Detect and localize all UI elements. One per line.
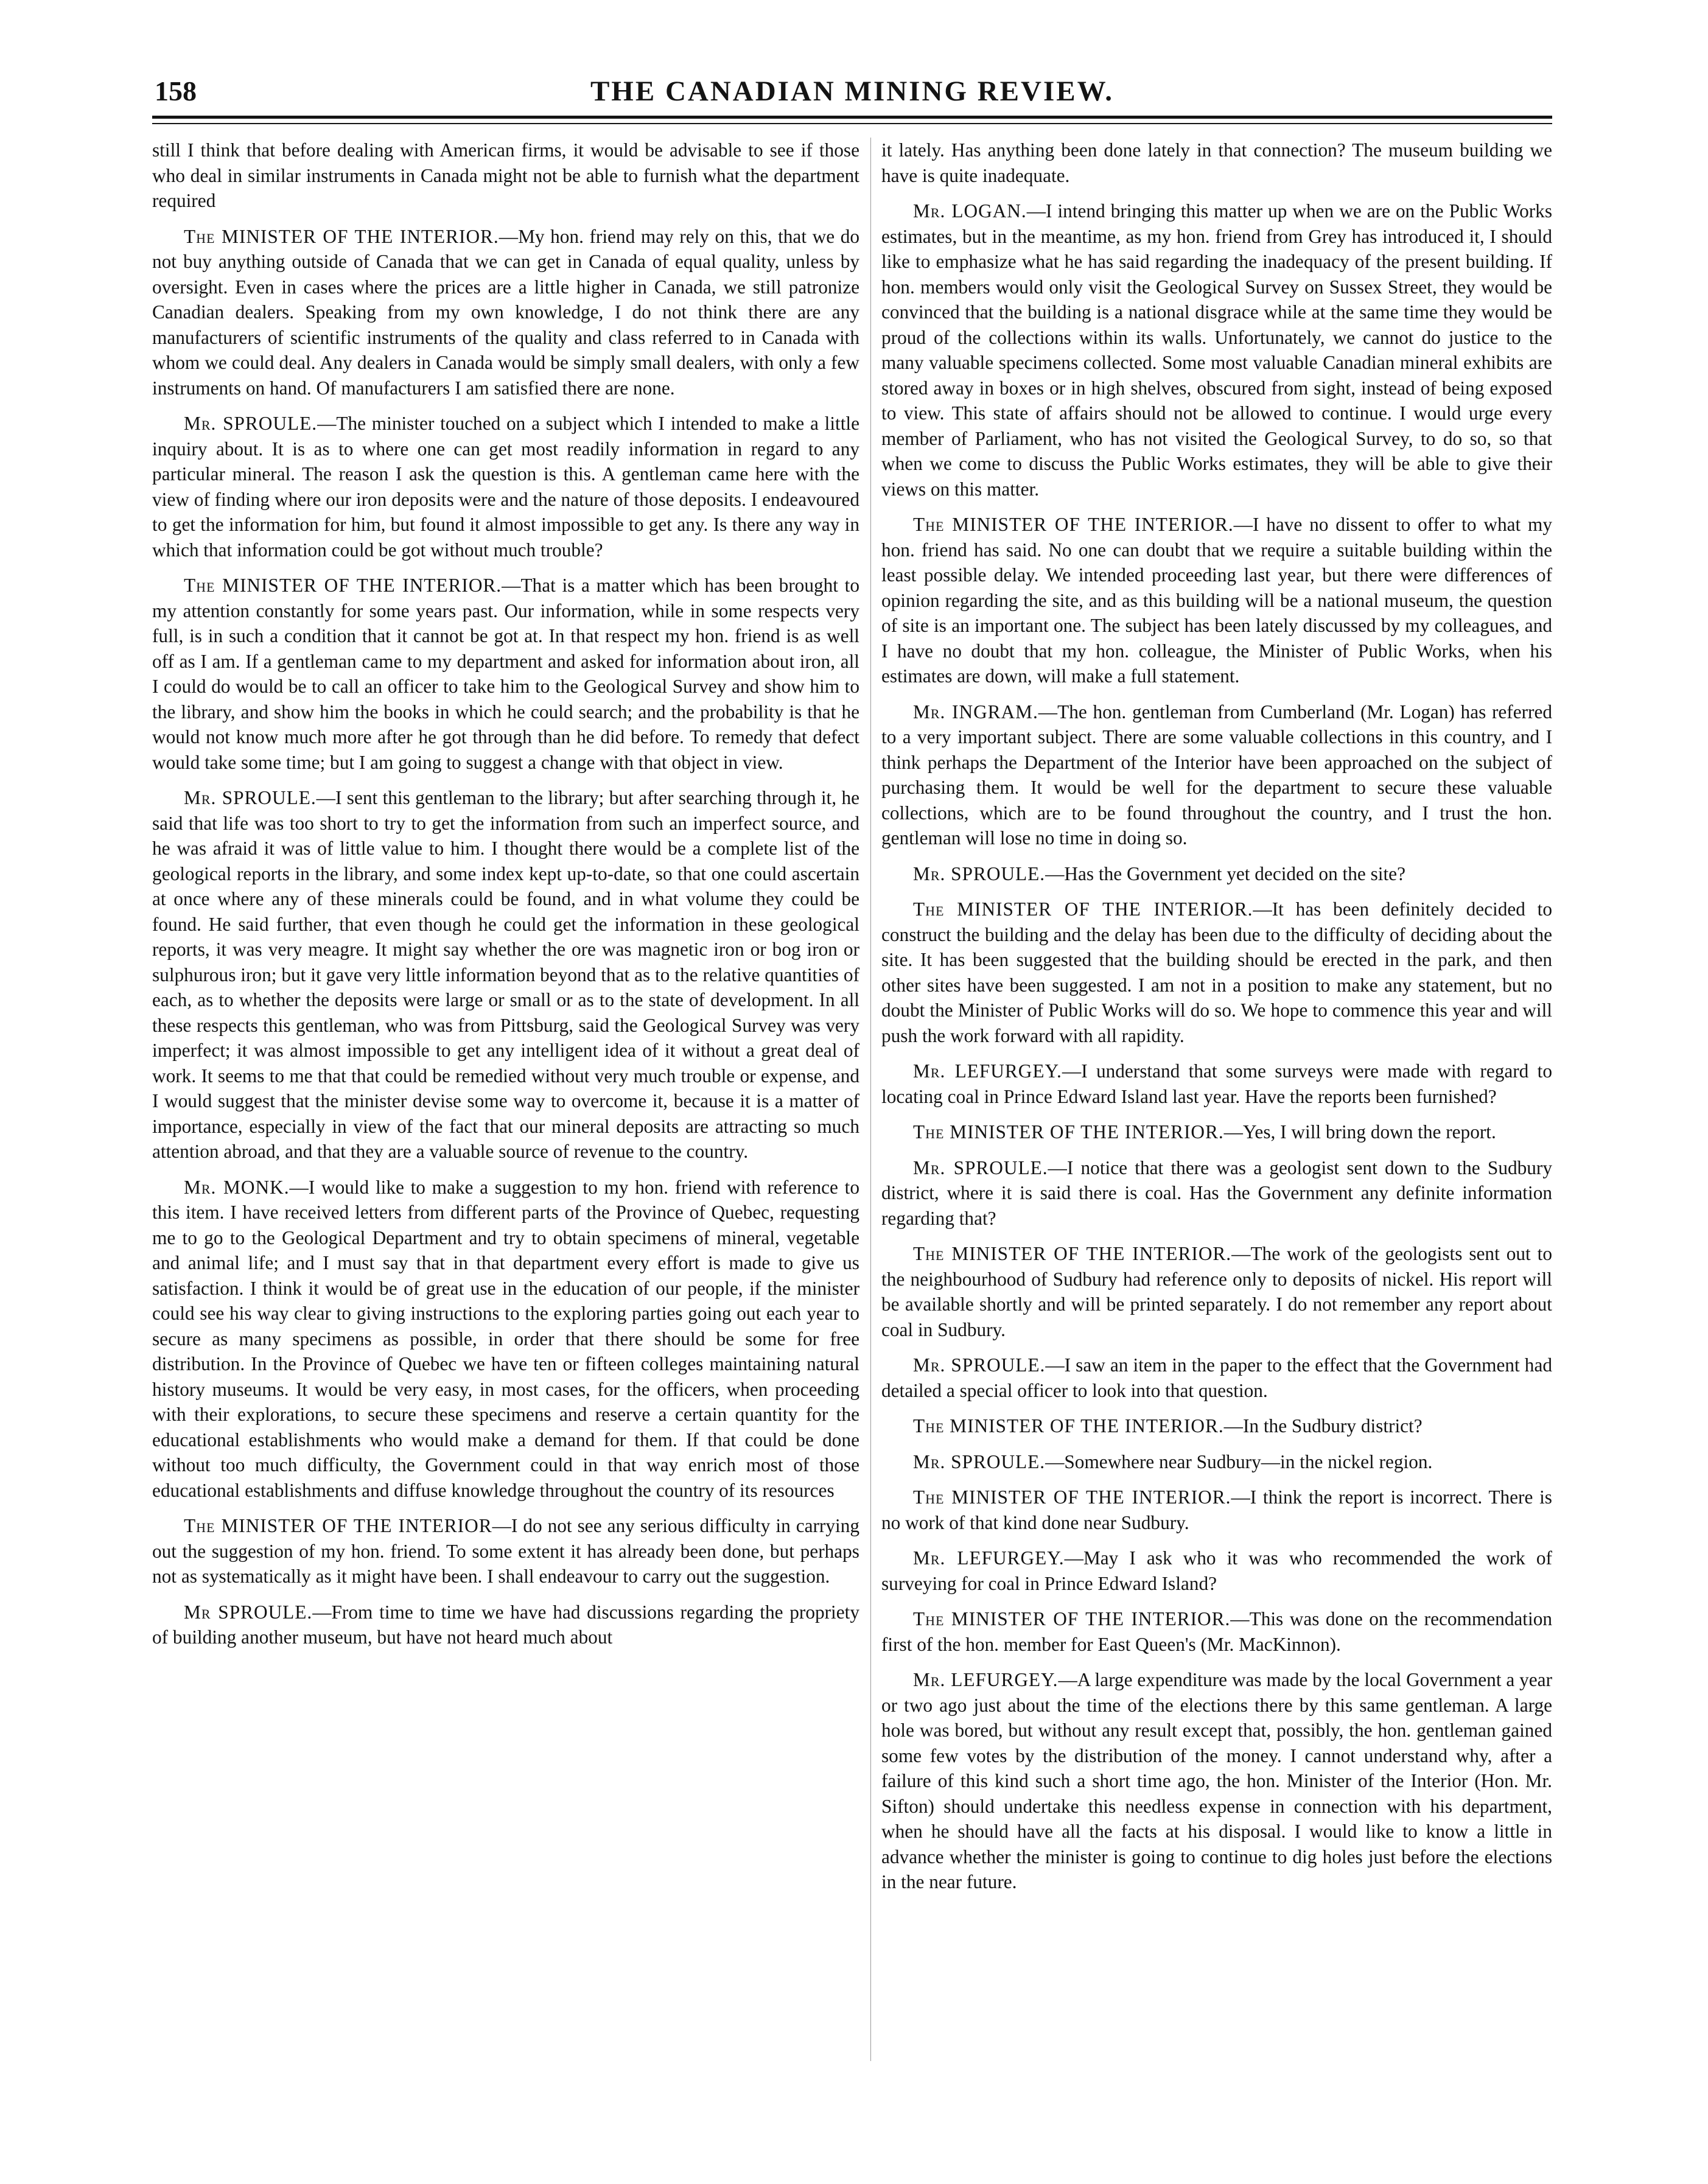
paragraph	[881, 1667, 1552, 1895]
speaker-name: Mr. SPROULE.	[913, 1451, 1046, 1472]
paragraph	[881, 1353, 1552, 1403]
paragraph	[152, 1600, 859, 1650]
speech-text: —The work of the geologists sent out to the neighbourhood of Sudbury had reference only to deposits of nickel. His report will be available shortly and will be printed separately. I do not remember any report about coal in Sudbury.	[881, 1243, 1552, 1340]
speaker-name: Mr. LOGAN.	[913, 200, 1027, 222]
paragraph	[881, 512, 1552, 689]
speech-text: —Somewhere near Sudbury—in the nickel region.	[1045, 1451, 1433, 1472]
speaker-name: The MINISTER OF THE INTERIOR.	[913, 1486, 1231, 1508]
speech-text: —I do not see any serious difficulty in carrying out the suggestion of my hon. friend. To some extent it has already been done, but perhaps not as systematically as it might have been. I shall endeavour to carry out the suggestion.	[152, 1515, 859, 1587]
speaker-name: The MINISTER OF THE INTERIOR.	[913, 1608, 1231, 1629]
speech-text: —I sent this gentleman to the library; but after searching through it, he said that life was too short to try to get the information from such an imperfect source, and he was afraid it was of little value to him. I thought there would be a complete list of the geological reports in the library, and some index kept up-to-date, so that one could ascertain at once where any of these minerals could be found, and in what volume they could be found. He said further, that even though he could get the information in these geological reports, it was very meagre. It might say whether the ore was magnetic iron or bog iron or sulphurous iron; but it gave very little information beyond that as to the relative quantities of each, as to whether the deposits were large or small or as to the state of development. In all these respects this gentleman, who was from Pittsburg, said the Geological Survey was very imperfect; it was almost impossible to get any intelligent idea of it without a great deal of work. It seems to me that that could be remedied without very much trouble or expense, and I would suggest that the minister devise some way to overcome it, because it is a matter of importance, especially in view of the fact that our mineral deposits are attracting so much attention abroad, and that they are a valuable source of revenue to the country.	[152, 787, 859, 1162]
speaker-name: Mr. SPROULE.	[913, 863, 1046, 884]
speaker-name: The MINISTER OF THE INTERIOR.	[184, 575, 502, 596]
speaker-name: Mr. MONK.	[184, 1176, 290, 1198]
speaker-name: Mr. SPROULE.	[913, 1157, 1048, 1178]
paragraph	[881, 1545, 1552, 1596]
speech-text: —Has the Government yet decided on the site?	[1045, 863, 1405, 884]
page-number: 158	[155, 75, 197, 107]
right-column	[881, 138, 1552, 1905]
paragraph	[152, 1175, 859, 1503]
speaker-name: The MINISTER OF THE INTERIOR.	[913, 1243, 1232, 1264]
paragraph	[881, 1606, 1552, 1657]
speaker-name: The MINISTER OF THE INTERIOR.	[913, 898, 1253, 920]
speech-text: —From time to time we have had discussions regarding the propriety of building another museum, but have not heard much about	[152, 1601, 859, 1648]
paragraph	[881, 1059, 1552, 1109]
paragraph	[881, 1119, 1552, 1145]
speaker-name: Mr. SPROULE.	[913, 1354, 1046, 1376]
speaker-name: The MINISTER OF THE INTERIOR.	[913, 514, 1234, 535]
speech-text: —It has been definitely decided to construct the building and the delay has been due to the difficulty of deciding about the site. It has been suggested that the building should be erected in the park, and then other sites have been suggested. I am not in a position to make any statement, but no doubt the Minister of Public Works will do so. We hope to commence this year and will push the work forward with all rapidity.	[881, 898, 1552, 1046]
speaker-name: The MINISTER OF THE INTERIOR.	[913, 1415, 1224, 1437]
speech-text: —The minister touched on a subject which I intended to make a little inquiry about. It is as to where one can get most readily information in regard to any particular mineral. The reason I ask the question is this. A gentleman came here with the view of finding where our iron deposits were and the nature of those deposits. I endeavoured to get the information for him, but found it almost impossible to get any. Is there any way in which that information could be got without much trouble?	[152, 413, 859, 561]
speaker-name: Mr. SPROULE.	[184, 413, 318, 434]
speech-text: still I think that before dealing with American firms, it would be advisable to see if those who deal in similar instruments in Canada might not be able to furnish what the department required	[152, 139, 859, 211]
speaker-name: The MINISTER OF THE INTERIOR.	[913, 1121, 1224, 1143]
page-header	[152, 70, 1552, 119]
paragraph	[152, 411, 859, 562]
speaker-name: Mr SPROULE.	[184, 1601, 313, 1623]
left-column	[152, 138, 859, 1661]
paragraph	[881, 1155, 1552, 1231]
speaker-name: Mr. LEFURGEY.	[913, 1669, 1059, 1690]
paragraph	[881, 1485, 1552, 1535]
paragraph	[152, 785, 859, 1164]
paragraph	[152, 573, 859, 775]
speech-text: —I notice that there was a geologist sent down to the Sudbury district, where it is said there is coal. Has the Government any definite information regarding that?	[881, 1157, 1553, 1229]
journal-title: THE CANADIAN MINING REVIEW.	[590, 75, 1115, 107]
speech-text: —I think the report is incorrect. There is no work of that kind done near Sudbury.	[881, 1486, 1552, 1533]
speech-text: —This was done on the recommendation first of the hon. member for East Queen's (Mr. MacKinnon).	[881, 1608, 1552, 1655]
speech-text: —That is a matter which has been brought to my attention constantly for some years past. Our information, while in some respects very full, is in such a condition that it cannot be got at. In that respect my hon. friend is as well off as I am. If a gentleman came to my department and asked for information about iron, all I could do would be to call an officer to take him to the Geological Survey and show him to the library, and show him the books in which he could search; and the probability is that he would not know much more after he got through than he did before. To remedy that defect would take some time; but I am going to suggest a change with that object in view.	[152, 575, 860, 773]
speech-text: it lately. Has anything been done lately in that connection? The museum building we have is quite inadequate.	[881, 139, 1552, 186]
paragraph	[881, 897, 1552, 1048]
speech-text: —I would like to make a suggestion to my hon. friend with reference to this item. I have received letters from different parts of the Province of Quebec, requesting me to go to the Geological Department and try to obtain specimens of mineral, vegetable and animal life; and I must say that in that department every effort is made to give us satisfaction. I think it would be of great use in the education of our people, if the minister could see his way clear to giving instructions to the exploring parties going out each year to secure as many specimens as possible, in order that there should be some for free distribution. In the Province of Quebec we have ten or fifteen colleges maintaining natural history museums. It would be very easy, in most cases, for the officers, when proceeding with their explorations, to secure these specimens and reserve a certain quantity for the educational establishments who would make a demand for them. If that could be done without too much difficulty, the Government could in that way enrich most of those educational establishments and diffuse knowledge throughout the country of its resources	[152, 1176, 859, 1501]
paragraph	[152, 1513, 859, 1589]
speaker-name: The MINISTER OF THE INTERIOR.	[184, 225, 499, 247]
paragraph	[881, 1241, 1552, 1342]
speaker-name: Mr. SPROULE.	[184, 787, 317, 808]
speech-text: —My hon. friend may rely on this, that we do not buy anything outside of Canada that we can get in Canada of equal quality, unless by oversight. Even in cases where the prices are a little higher in Canada, we still patronize Canadian dealers. Speaking from my own knowledge, I do not think there are any manufacturers of scientific instruments of the quality and class referred to in Canada with whom we could deal. Any dealers in Canada would be simply small dealers, with only a few instruments on hand. Of manufacturers I am satisfied there are none.	[152, 225, 859, 399]
speech-text: —I intend bringing this matter up when we are on the Public Works estimates, but in the meantime, as my hon. friend from Grey has introduced it, I should like to emphasize what he has said regarding the inadequacy of the present building. If hon. members would only visit the Geological Survey on Sussex Street, they would be convinced that the building is a national disgrace while at the same time they would be proud of the collections within its walls. Unfortunately, we cannot do justice to the many valuable specimens collected. Some most valuable Canadian mineral exhibits are stored away in boxes or in high shelves, obscured from sight, instead of being exposed to view. This state of affairs should not be allowed to continue. I would urge every member of Parliament, who has not visited the Geological Survey, to do so, so that when we come to discuss the Public Works estimates, they will be able to give their views on this matter.	[881, 200, 1552, 500]
paragraph	[881, 138, 1552, 188]
paragraph	[881, 1413, 1552, 1439]
speech-text: —Yes, I will bring down the report.	[1223, 1121, 1496, 1143]
header-rule-thick	[152, 116, 1552, 119]
speaker-name: Mr. INGRAM.	[913, 701, 1038, 723]
speech-text: —May I ask who it was who recommended the work of surveying for coal in Prince Edward Island?	[881, 1547, 1552, 1594]
speaker-name: Mr. LEFURGEY.	[913, 1060, 1062, 1082]
speech-text: —In the Sudbury district?	[1223, 1415, 1423, 1437]
speech-text: —I saw an item in the paper to the effect that the Government had detailed a special officer to look into that question.	[881, 1354, 1552, 1401]
paragraph	[881, 861, 1552, 887]
paragraph	[881, 1449, 1552, 1475]
speech-text: —I have no dissent to offer to what my hon. friend has said. No one can doubt that we require a suitable building within the least possible delay. We intended proceeding last year, but there were differences of opinion regarding the site, and as this building will be a national museum, the question of site is an important one. The subject has been lately discussed by my colleagues, and I have no doubt that my hon. colleague, the Minister of Public Works, when his estimates are down, will make a full statement.	[881, 514, 1552, 687]
column-divider	[870, 138, 871, 2061]
speech-text: —The hon. gentleman from Cumberland (Mr. Logan) has referred to a very important subject. There are some valuable collections in this country, and I think perhaps the Department of the Interior have been approached on the subject of purchasing them. It would be well for the department to secure these valuable collections, which are to be found throughout the country, and I trust the hon. gentleman will lose no time in doing so.	[881, 701, 1553, 849]
speech-text: —A large expenditure was made by the local Government a year or two ago just about the time of the elections there by this same gentleman. A large hole was bored, but without any result except that, possibly, the hon. gentleman gained some few votes by the distribution of the money. I cannot understand why, after a failure of this kind such a short time ago, the hon. Minister of the Interior (Hon. Mr. Sifton) should undertake this needless expense in connection with his department, when he should have all the facts at his disposal. I would like to know a little in advance whether the minister is going to continue to dig holes just before the elections in the near future.	[881, 1669, 1552, 1892]
speech-text: —I understand that some surveys were made with regard to locating coal in Prince Edward Island last year. Have the reports been furnished?	[881, 1060, 1552, 1107]
paragraph	[881, 198, 1552, 502]
paragraph	[152, 138, 859, 214]
paragraph	[881, 699, 1552, 851]
paragraph	[152, 224, 859, 401]
speaker-name: The MINISTER OF THE INTERIOR	[184, 1515, 492, 1536]
header-rule-thin	[152, 123, 1552, 124]
speaker-name: Mr. LEFURGEY.	[913, 1547, 1065, 1569]
